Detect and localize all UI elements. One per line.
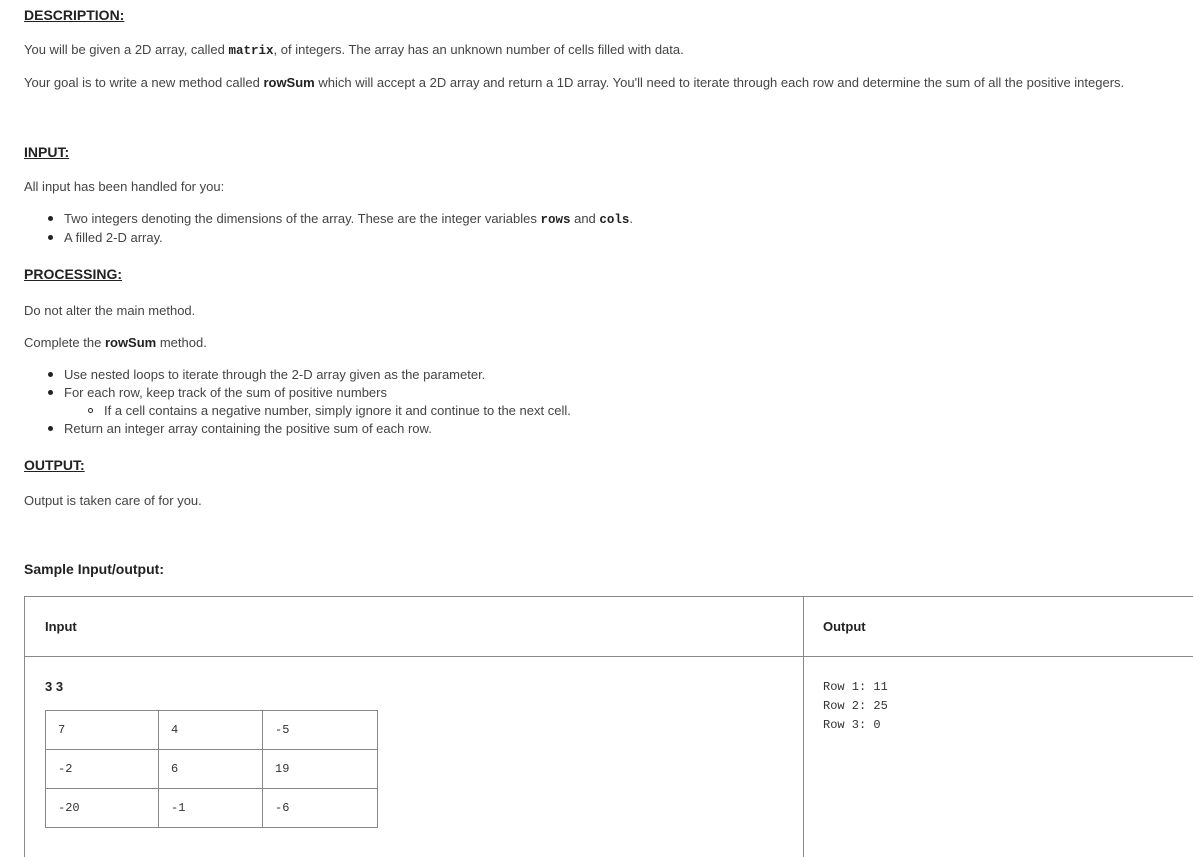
output-line: Output is taken care of for you.	[24, 493, 202, 508]
matrix-cell: 19	[263, 750, 378, 789]
description-heading: DESCRIPTION:	[24, 7, 125, 23]
bullet-icon	[48, 235, 53, 240]
rowsum-bold: rowSum	[263, 75, 315, 90]
bullet-icon	[48, 426, 53, 431]
matrix-cell: 6	[159, 750, 263, 789]
output-heading: OUTPUT:	[24, 457, 85, 473]
table-row	[46, 789, 378, 828]
matrix-table	[45, 710, 378, 828]
column-divider	[803, 597, 804, 857]
processing-line-2: Complete the rowSum method.	[24, 335, 207, 350]
processing-heading: PROCESSING:	[24, 266, 123, 282]
table-row	[46, 750, 378, 789]
sub-bullet-icon	[88, 408, 93, 413]
output-line-3: Row 3: 0	[823, 718, 881, 732]
matrix-cell: -5	[263, 711, 378, 750]
processing-line-1: Do not alter the main method.	[24, 303, 196, 318]
description-line-1: You will be given a 2D array, called matrix, of integers. The array has an unknown number of cells filled with data.	[24, 42, 684, 58]
matrix-cell: -1	[159, 789, 263, 828]
input-bullet-1: Two integers denoting the dimensions of the array. These are the integer variables rows and cols.	[64, 211, 634, 227]
bullet-icon	[48, 216, 53, 221]
input-heading: INPUT:	[24, 144, 70, 160]
processing-bullet-3: Return an integer array containing the positive sum of each row.	[64, 421, 432, 436]
matrix-cell: 4	[159, 711, 263, 750]
sample-table	[24, 596, 1193, 857]
output-column-header: Output	[823, 619, 866, 634]
input-bullet-2: A filled 2-D array.	[64, 230, 163, 245]
matrix-cell: 7	[46, 711, 159, 750]
output-line-2: Row 2: 25	[823, 699, 888, 713]
description-line-2: Your goal is to write a new method called rowSum which will accept a 2D array and return a 1D array. You'll need to iterate through each row and determine the sum of all the positive integers.	[24, 75, 1125, 90]
processing-bullet-2: For each row, keep track of the sum of positive numbers	[64, 385, 387, 400]
input-column-header: Input	[45, 619, 77, 634]
matrix-cell: -6	[263, 789, 378, 828]
table-row	[46, 711, 378, 750]
matrix-cell: -20	[46, 789, 159, 828]
processing-sub-bullet: If a cell contains a negative number, simply ignore it and continue to the next cell.	[104, 403, 571, 418]
bullet-icon	[48, 390, 53, 395]
matrix-cell: -2	[46, 750, 159, 789]
dimensions-value: 3 3	[45, 679, 64, 694]
matrix-code: matrix	[228, 44, 274, 58]
header-divider	[25, 656, 1193, 657]
output-line-1: Row 1: 11	[823, 680, 888, 694]
bullet-icon	[48, 372, 53, 377]
sample-heading: Sample Input/output:	[24, 561, 164, 577]
input-intro: All input has been handled for you:	[24, 179, 225, 194]
processing-bullet-1: Use nested loops to iterate through the 2-D array given as the parameter.	[64, 367, 486, 382]
